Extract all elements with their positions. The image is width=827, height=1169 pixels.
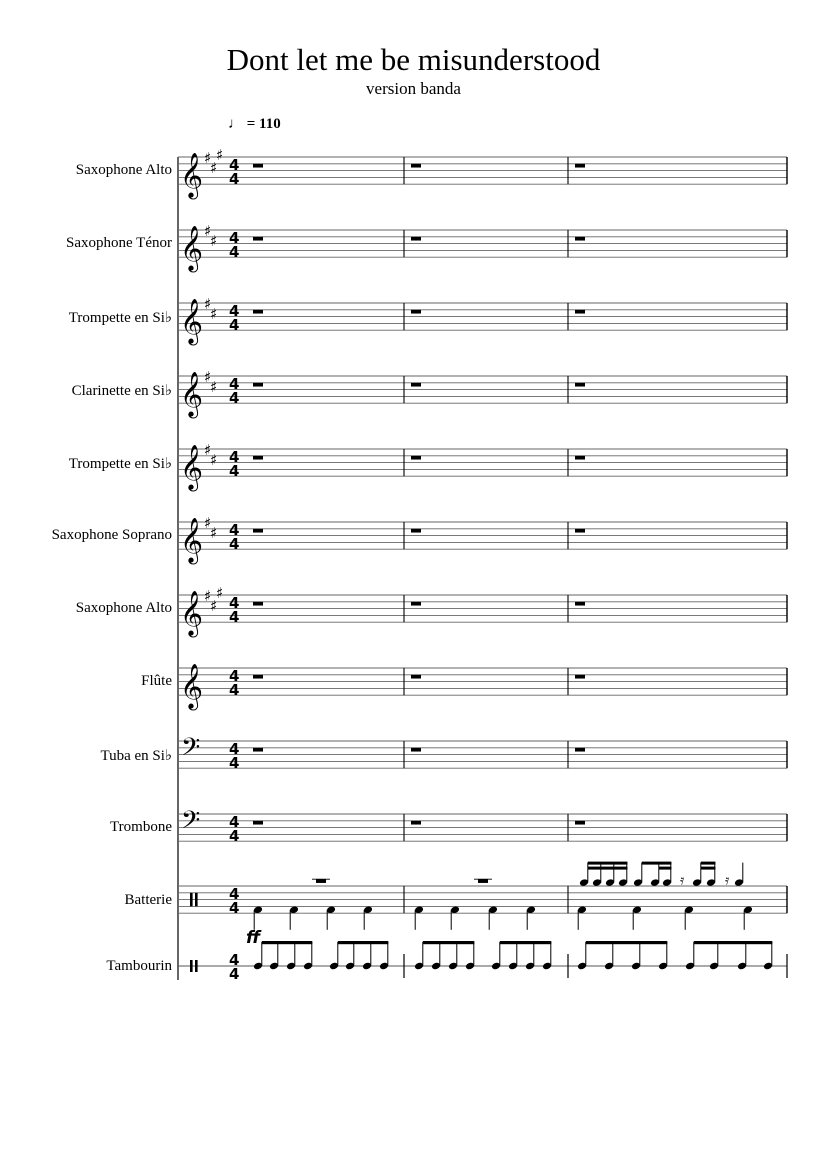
staff-1	[178, 230, 787, 257]
whole-rest-icon	[253, 748, 263, 752]
beam	[262, 941, 313, 944]
whole-rest-icon	[411, 529, 421, 533]
time-signature-top: 4	[229, 951, 240, 969]
staff-0	[178, 157, 787, 184]
whole-rest-icon	[253, 237, 263, 241]
treble-clef-icon: 𝄞	[180, 299, 204, 344]
time-signature-bottom: 4	[229, 899, 240, 917]
time-signature-top: 4	[229, 448, 240, 466]
staff-7	[178, 668, 787, 695]
staff-6	[178, 595, 787, 622]
whole-rest-icon	[575, 237, 585, 241]
sharp-icon: ♯	[210, 378, 218, 396]
staff-9	[178, 814, 787, 841]
staff-label-trompette-2: Trompette en Si♭	[68, 456, 172, 472]
time-signature-bottom: 4	[229, 243, 240, 261]
staff-label-flute: Flûte	[141, 673, 172, 689]
sharp-icon: ♯	[210, 305, 218, 323]
sharp-icon: ♯	[204, 587, 212, 605]
percussion-clef-icon	[190, 893, 193, 907]
whole-rest-icon	[411, 821, 421, 825]
percussion-clef-icon	[190, 960, 193, 972]
staff-10	[178, 862, 787, 930]
whole-rest-icon	[575, 748, 585, 752]
time-signature-bottom: 4	[229, 608, 240, 626]
whole-rest-icon	[411, 456, 421, 460]
whole-rest-icon	[253, 456, 263, 460]
score-subtitle: version banda	[366, 79, 461, 98]
treble-clef-icon: 𝄞	[180, 226, 204, 271]
whole-rest-icon	[575, 456, 585, 460]
staff-label-trombone: Trombone	[110, 819, 172, 835]
whole-rest-icon	[411, 675, 421, 679]
sharp-icon: ♯	[210, 232, 218, 250]
whole-rest-icon	[411, 748, 421, 752]
staff-label-saxophone-alto-1: Saxophone Alto	[75, 162, 172, 178]
staff-label-saxophone-tenor: Saxophone Ténor	[66, 235, 172, 251]
whole-rest-icon	[253, 383, 263, 387]
sharp-icon: ♯	[216, 584, 224, 602]
whole-rest-icon	[411, 310, 421, 314]
staff-11	[178, 941, 787, 978]
tempo-value: = 110	[246, 116, 281, 132]
staff-label-batterie: Batterie	[124, 892, 172, 908]
time-signature-bottom: 4	[229, 965, 240, 983]
sharp-icon: ♯	[204, 295, 212, 313]
sixteenth-rest-icon: 𝄿	[725, 872, 730, 889]
treble-clef-icon: 𝄞	[180, 518, 204, 563]
whole-rest-icon	[411, 383, 421, 387]
beam	[423, 941, 475, 944]
beam	[694, 941, 773, 944]
time-signature-bottom: 4	[229, 827, 240, 845]
whole-rest-icon	[411, 602, 421, 606]
quarter-note-icon: ♩	[228, 116, 243, 132]
sharp-icon: ♯	[204, 368, 212, 386]
staff-3	[178, 376, 787, 403]
staff-label-tuba: Tuba en Si♭	[100, 748, 172, 764]
whole-rest-icon	[411, 237, 421, 241]
staff-label-saxophone-soprano: Saxophone Soprano	[51, 527, 172, 543]
time-signature-top: 4	[229, 302, 240, 320]
score-title: Dont let me be misunderstood	[226, 42, 601, 77]
time-signature-top: 4	[229, 229, 240, 247]
sharp-icon: ♯	[210, 524, 218, 542]
staff-4	[178, 449, 787, 476]
beam	[338, 941, 389, 944]
whole-rest-icon	[478, 879, 488, 883]
time-signature-top: 4	[229, 885, 240, 903]
sharp-icon: ♯	[210, 597, 218, 615]
sharp-icon: ♯	[210, 159, 218, 177]
treble-clef-icon: 𝄞	[180, 153, 204, 198]
whole-rest-icon	[253, 602, 263, 606]
sixteenth-rest-icon: 𝄿	[680, 872, 685, 889]
sharp-icon: ♯	[204, 149, 212, 167]
sharp-icon: ♯	[204, 514, 212, 532]
whole-rest-icon	[575, 821, 585, 825]
staff-label-tambourin: Tambourin	[106, 958, 172, 974]
staff-label-saxophone-alto-2: Saxophone Alto	[75, 600, 172, 616]
beam	[586, 941, 668, 944]
time-signature-bottom: 4	[229, 462, 240, 480]
whole-rest-icon	[253, 675, 263, 679]
whole-rest-icon	[253, 821, 263, 825]
whole-rest-icon	[253, 529, 263, 533]
beam	[642, 862, 672, 865]
beam	[500, 941, 552, 944]
whole-rest-icon	[575, 164, 585, 168]
time-signature-bottom: 4	[229, 754, 240, 772]
staff-label-trompette-1: Trompette en Si♭	[68, 310, 172, 326]
time-signature-bottom: 4	[229, 170, 240, 188]
staff-2	[178, 303, 787, 330]
treble-clef-icon: 𝄞	[180, 372, 204, 417]
staff-5	[178, 522, 787, 549]
time-signature-top: 4	[229, 156, 240, 174]
beam	[588, 867, 628, 870]
whole-rest-icon	[253, 164, 263, 168]
treble-clef-icon: 𝄞	[180, 664, 204, 709]
whole-rest-icon	[411, 164, 421, 168]
beam	[701, 867, 716, 870]
sharp-icon: ♯	[210, 451, 218, 469]
time-signature-top: 4	[229, 813, 240, 831]
bass-clef-icon: 𝄢	[181, 733, 201, 768]
whole-rest-icon	[575, 602, 585, 606]
beam	[659, 867, 672, 870]
time-signature-bottom: 4	[229, 316, 240, 334]
treble-clef-icon: 𝄞	[180, 445, 204, 490]
time-signature-top: 4	[229, 375, 240, 393]
whole-rest-icon	[575, 383, 585, 387]
sharp-icon: ♯	[204, 441, 212, 459]
sharp-icon: ♯	[216, 146, 224, 164]
time-signature-bottom: 4	[229, 389, 240, 407]
whole-rest-icon	[575, 529, 585, 533]
whole-rest-icon	[575, 310, 585, 314]
staff-8	[178, 741, 787, 768]
staff-label-clarinette: Clarinette en Si♭	[71, 383, 172, 399]
treble-clef-icon: 𝄞	[180, 591, 204, 636]
time-signature-bottom: 4	[229, 681, 240, 699]
time-signature-top: 4	[229, 521, 240, 539]
time-signature-bottom: 4	[229, 535, 240, 553]
whole-rest-icon	[316, 879, 326, 883]
sharp-icon: ♯	[204, 222, 212, 240]
beam	[701, 862, 716, 865]
beam	[588, 862, 628, 865]
time-signature-top: 4	[229, 594, 240, 612]
time-signature-top: 4	[229, 667, 240, 685]
time-signature-top: 4	[229, 740, 240, 758]
whole-rest-icon	[253, 310, 263, 314]
dynamic-ff: ff	[246, 928, 261, 948]
bass-clef-icon: 𝄢	[181, 806, 201, 841]
whole-rest-icon	[575, 675, 585, 679]
